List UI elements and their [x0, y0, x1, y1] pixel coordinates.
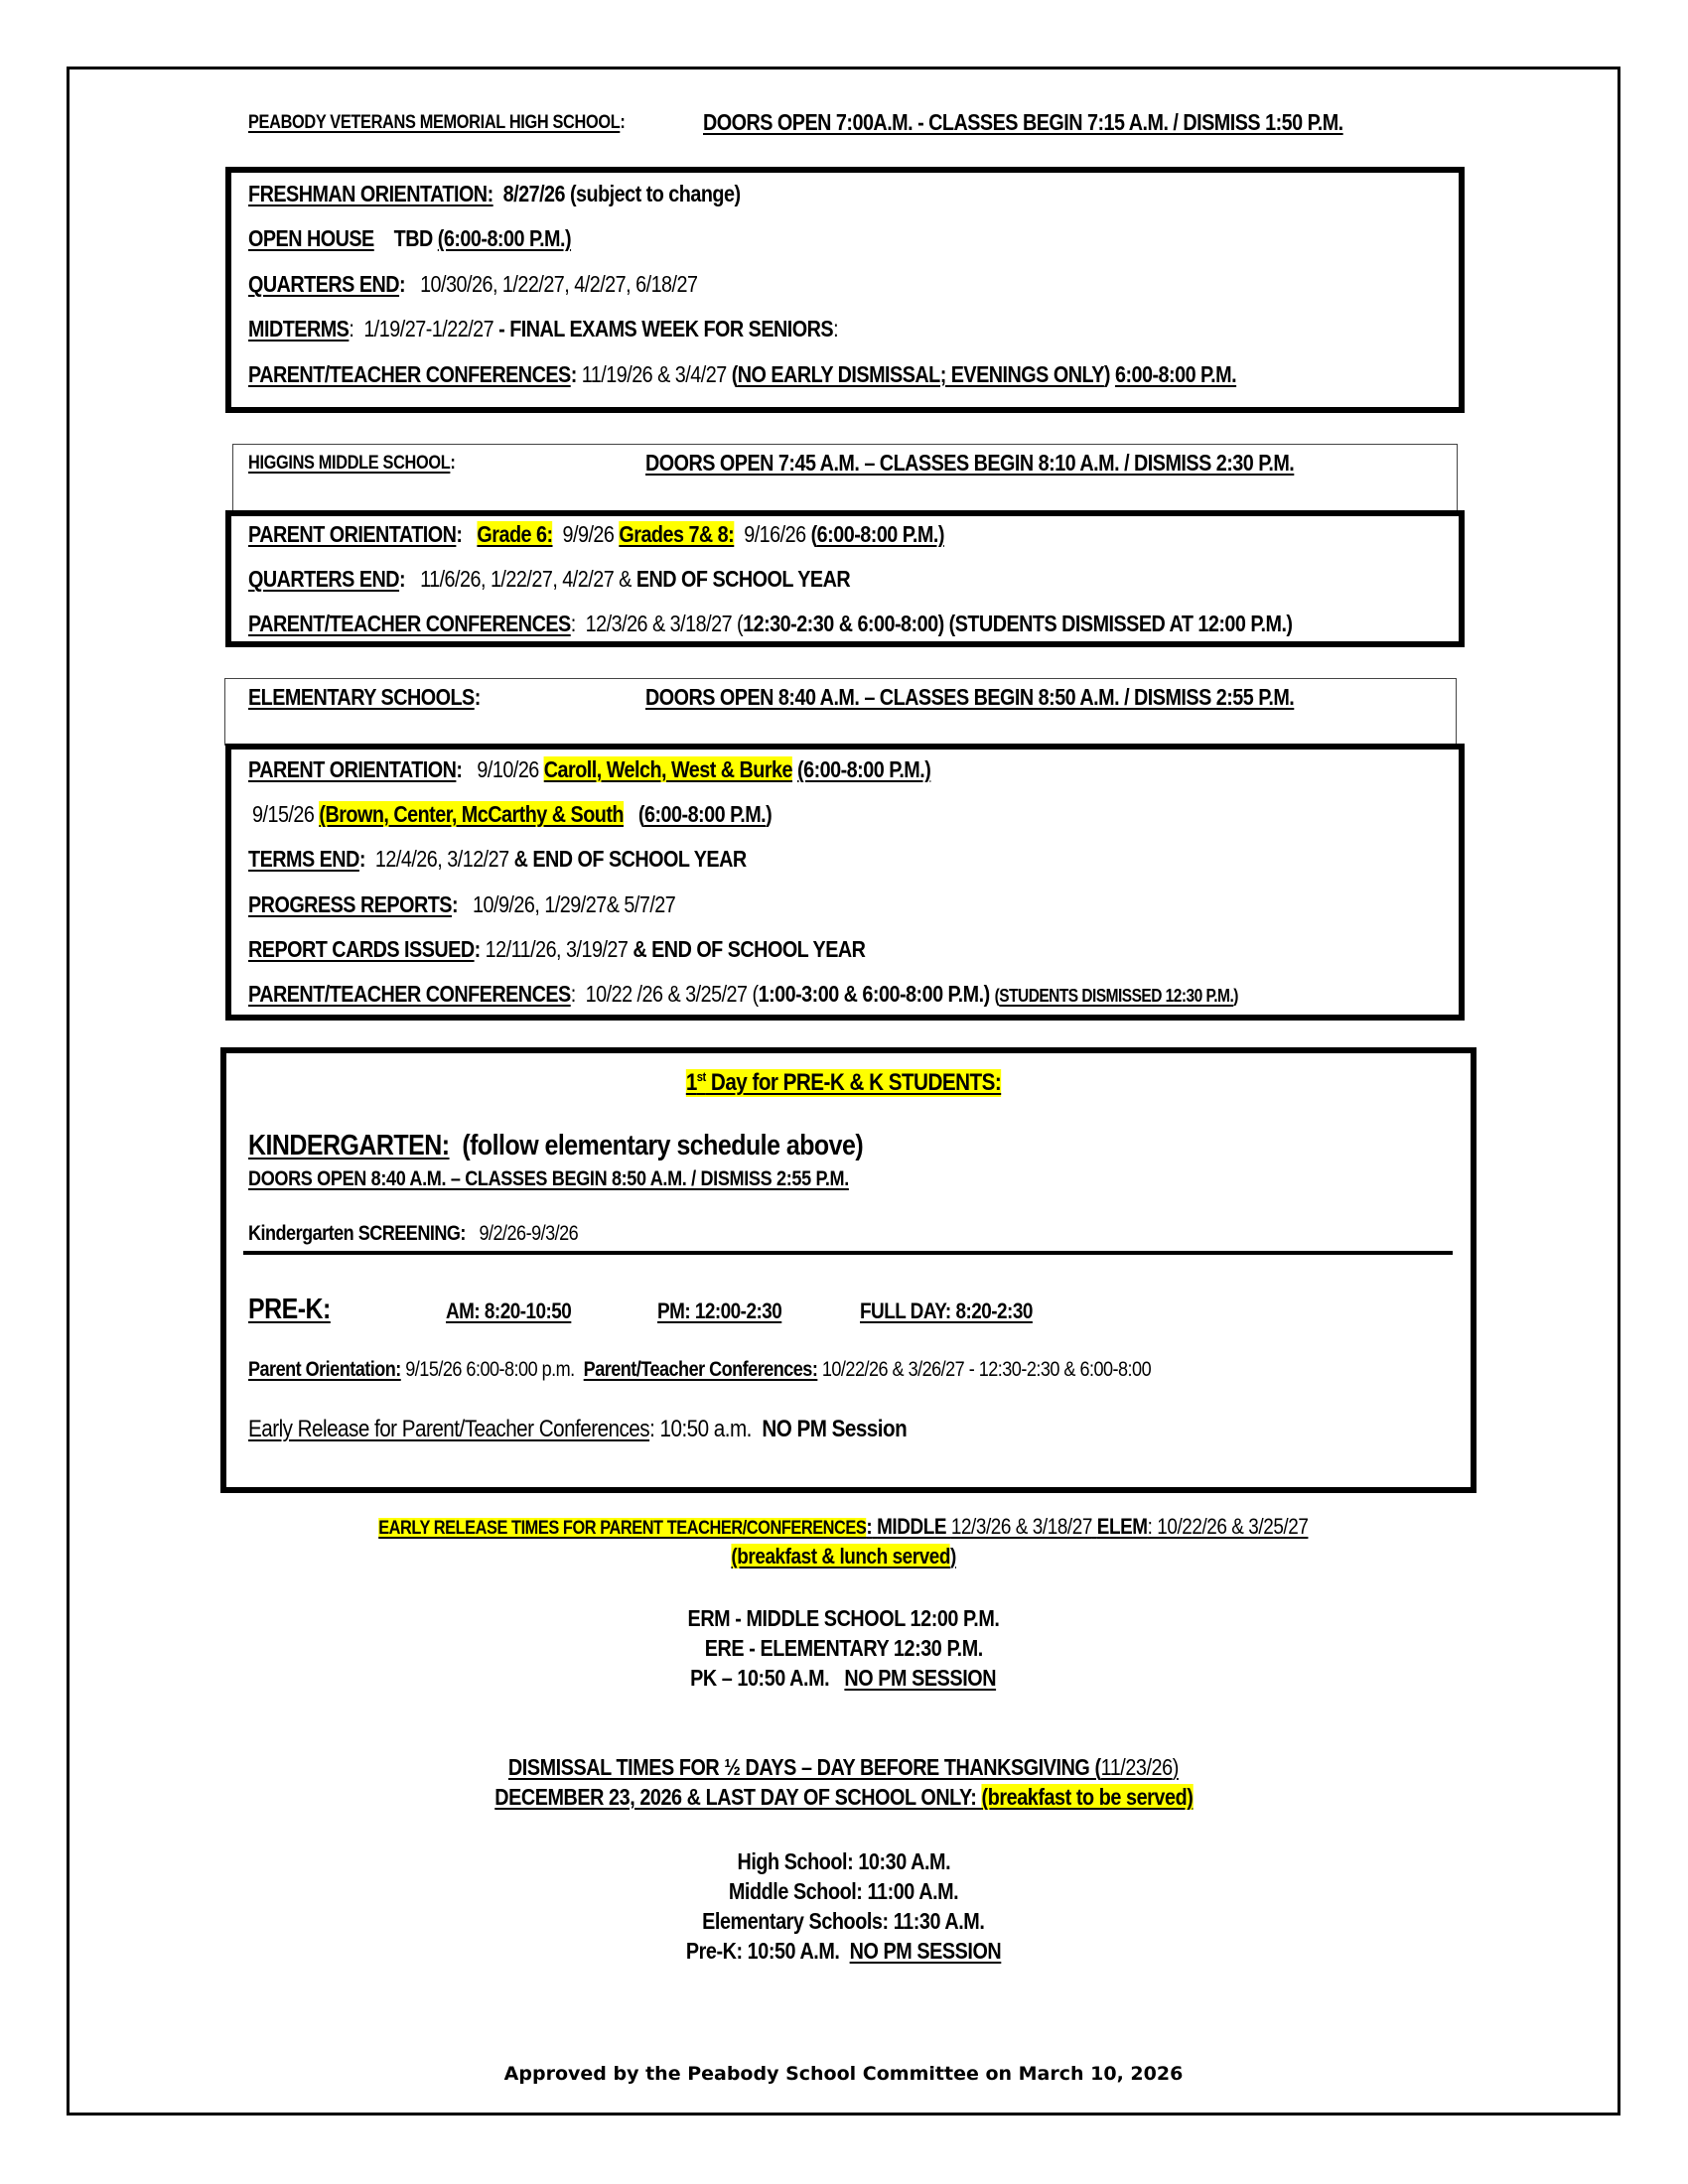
early-release-time-middle: ERM - MIDDLE SCHOOL 12:00 P.M. [687, 1605, 1000, 1631]
el-progress-row: PROGRESS REPORTS: 10/9/26, 1/29/27& 5/7/27 [248, 891, 676, 917]
kindergarten-heading: KINDERGARTEN: (follow elementary schedule above) [248, 1130, 864, 1161]
prek-am: AM: 8:20-10:50 [446, 1298, 572, 1323]
half-day-heading-1: DISMISSAL TIMES FOR ½ DAYS – DAY BEFORE THANKSGIVING (11/23/26) [508, 1754, 1179, 1780]
middle-school-name: HIGGINS MIDDLE SCHOOL: [248, 453, 456, 474]
high-school-times: DOORS OPEN 7:00A.M. - CLASSES BEGIN 7:15 A.M. / DISMISS 1:50 P.M. [703, 109, 1343, 135]
half-day-elementary: Elementary Schools: 11:30 A.M. [702, 1908, 985, 1934]
half-day-prek: Pre-K: 10:50 A.M. NO PM SESSION [685, 1938, 1002, 1964]
elementary-times: DOORS OPEN 8:40 A.M. – CLASSES BEGIN 8:50 A.M. / DISMISS 2:55 P.M. [645, 684, 1295, 710]
hs-quarters-row: QUARTERS END: 10/30/26, 1/22/27, 4/2/27, 6/18/27 [248, 271, 698, 297]
open-house-row: OPEN HOUSE TBD (6:00-8:00 P.M.) [248, 225, 572, 251]
ms-orientation-row: PARENT ORIENTATION: Grade 6: 9/9/26 Grades 7& 8: 9/16/26 (6:00-8:00 P.M.) [248, 521, 944, 547]
elementary-name: ELEMENTARY SCHOOLS: [248, 684, 481, 710]
kindergarten-screening: Kindergarten SCREENING: 9/2/26-9/3/26 [248, 1222, 579, 1245]
el-conferences-row: PARENT/TEACHER CONFERENCES: 10/22 /26 & 3/25/27 (1:00-3:00 & 6:00-8:00 P.M.) (STUDENTS DISMISSED 12:30 P.M.) [248, 981, 1238, 1007]
early-release-time-elementary: ERE - ELEMENTARY 12:30 P.M. [704, 1635, 983, 1661]
early-release-served: (breakfast & lunch served) [731, 1544, 956, 1569]
early-release-time-prek: PK – 10:50 A.M. NO PM SESSION [690, 1665, 997, 1691]
middle-school-times: DOORS OPEN 7:45 A.M. – CLASSES BEGIN 8:10 A.M. / DISMISS 2:30 P.M. [645, 450, 1295, 476]
high-school-name: PEABODY VETERANS MEMORIAL HIGH SCHOOL [248, 112, 621, 133]
high-school-header: PEABODY VETERANS MEMORIAL HIGH SCHOOL: [248, 112, 626, 133]
el-orientation-row-1: PARENT ORIENTATION: 9/10/26 Caroll, Welch, West & Burke (6:00-8:00 P.M.) [248, 756, 931, 782]
hs-conferences-row: PARENT/TEACHER CONFERENCES: 11/19/26 & 3/4/27 (NO EARLY DISMISSAL; EVENINGS ONLY) 6:00-8:00 P.M. [248, 361, 1237, 387]
el-orientation-row-2: 9/15/26 (Brown, Center, McCarthy & South (6:00-8:00 P.M.) [252, 801, 773, 827]
prek-heading: PRE-K: [248, 1294, 331, 1325]
kindergarten-times: DOORS OPEN 8:40 A.M. – CLASSES BEGIN 8:50 A.M. / DISMISS 2:55 P.M. [248, 1167, 849, 1190]
elementary-box [225, 744, 1465, 1021]
prek-orientation-conferences: Parent Orientation: 9/15/26 6:00-8:00 p.m. Parent/Teacher Conferences: 10/22/26 & 3/26/27 - 12:30-2:30 & 6:00-8:00 [248, 1358, 1152, 1381]
half-day-heading-2: DECEMBER 23, 2026 & LAST DAY OF SCHOOL ONLY: (breakfast to be served) [493, 1784, 1194, 1810]
prek-k-title: 1st Day for PRE-K & K STUDENTS: [685, 1069, 1002, 1096]
el-report-cards-row: REPORT CARDS ISSUED: 12/11/26, 3/19/27 & END OF SCHOOL YEAR [248, 936, 866, 962]
kindergarten-divider [243, 1251, 1453, 1255]
early-release-heading: EARLY RELEASE TIMES FOR PARENT TEACHER/CONFERENCES: MIDDLE 12/3/26 & 3/18/27 ELEM: 10/22/26 & 3/25/27 [378, 1514, 1309, 1539]
prek-full-day: FULL DAY: 8:20-2:30 [860, 1298, 1033, 1323]
half-day-middle-school: Middle School: 11:00 A.M. [728, 1878, 959, 1904]
ms-conferences-row: PARENT/TEACHER CONFERENCES: 12/3/26 & 3/18/27 (12:30-2:30 & 6:00-8:00) (STUDENTS DISMISSED AT 12:00 P.M.) [248, 611, 1293, 636]
half-day-high-school: High School: 10:30 A.M. [737, 1848, 950, 1874]
prek-early-release: Early Release for Parent/Teacher Conferences: 10:50 a.m. NO PM Session [248, 1416, 908, 1442]
el-terms-row: TERMS END: 12/4/26, 3/12/27 & END OF SCHOOL YEAR [248, 846, 747, 872]
prek-pm: PM: 12:00-2:30 [657, 1298, 782, 1323]
freshman-orientation-row: FRESHMAN ORIENTATION: 8/27/26 (subject to change) [248, 181, 741, 206]
ms-quarters-row: QUARTERS END: 11/6/26, 1/22/27, 4/2/27 & END OF SCHOOL YEAR [248, 566, 851, 592]
approval-footer: Approved by the Peabody School Committee on March 10, 2026 [503, 2063, 1184, 2085]
midterms-row: MIDTERMS: 1/19/27-1/22/27 - FINAL EXAMS WEEK FOR SENIORS: [248, 316, 839, 341]
